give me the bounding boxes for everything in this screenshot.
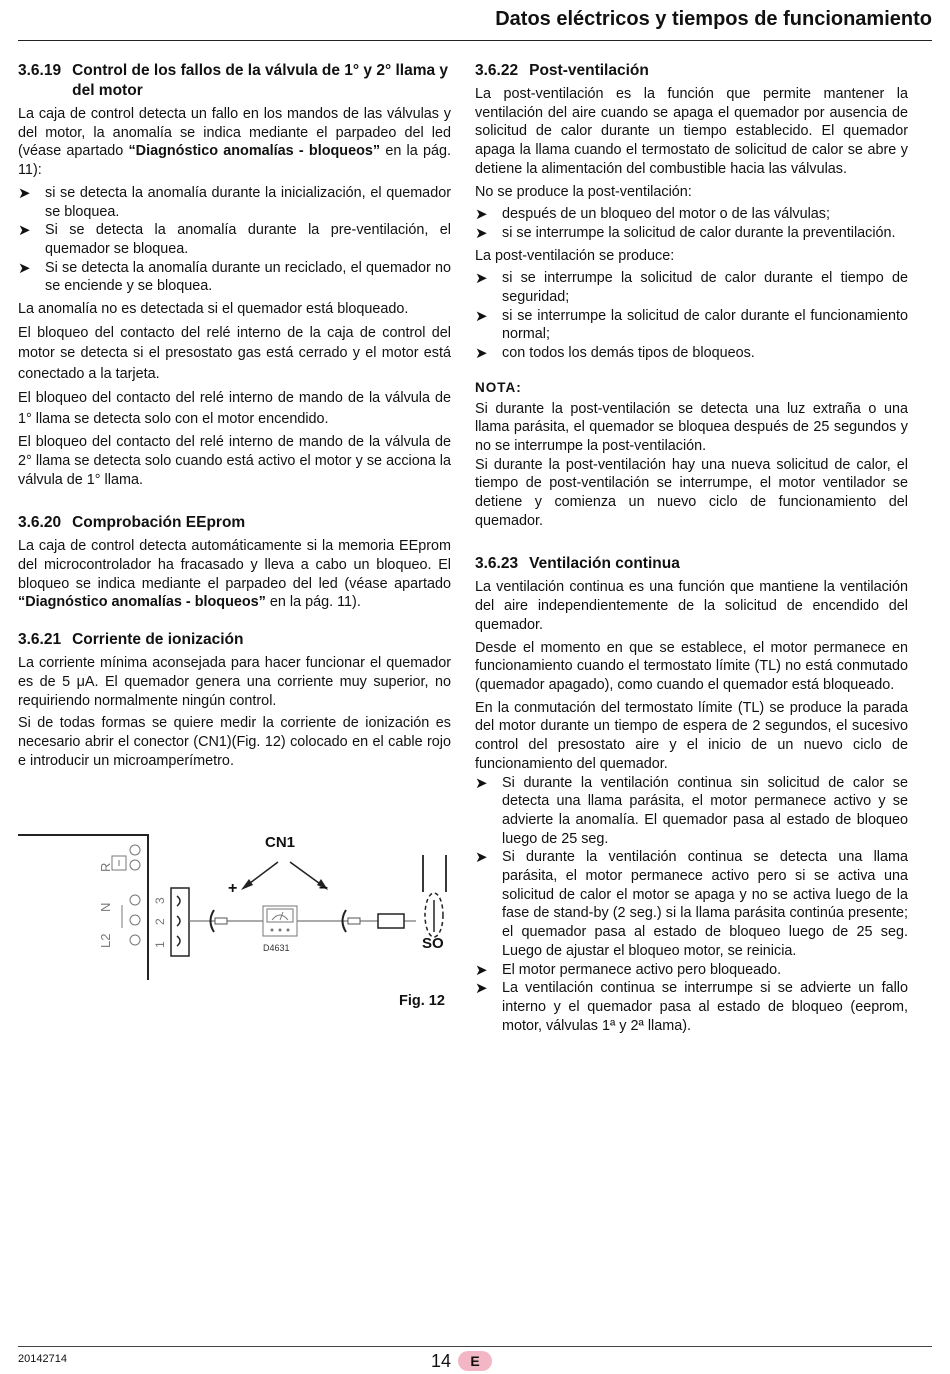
document-code: 20142714 (18, 1353, 67, 1365)
header-rule (18, 40, 932, 41)
list-item: ➤ Si durante la ventilación continua se detecta una llama parásita, el motor permanece activo pero si se activa una solicitud de calor el motor se apaga y no se activa luego de la fase de stand-by (2 seg.) si la llama parásita continúa presente; el quemador pasa al estado de bloqueo luego de 25 seg. Luego de ajustar el bloqueo motor, se reinicia. (475, 848, 908, 960)
plus-sign: + (228, 880, 238, 897)
terminal-label-1: 1 (153, 941, 167, 948)
terminal-circle (130, 895, 140, 905)
bullet-list (475, 205, 908, 242)
section-3-6-21-heading (18, 630, 451, 650)
terminal-label-2: 2 (153, 918, 167, 925)
control-box-outline (18, 835, 148, 980)
paragraph: La post-ventilación es la función que permite mantener la ventilación del aire cuando se apaga el quemador por ausencia de solicitud de calor durante un tiempo establecido. El quemador apaga la llama cuando el termostato de solicitud de calor se abre y detiene la alimentación del combustible hacia las válvulas. (475, 86, 908, 177)
section-number: 3.6.19 (18, 62, 62, 79)
section-3-6-23-heading (475, 554, 908, 574)
list-item: ➤ El motor permanece activo pero bloqueado. (475, 961, 908, 980)
list-item: ➤ Si se detecta la anomalía durante un reciclado, el quemador no se enciende y se bloquea. (18, 259, 451, 296)
diagram-svg (18, 820, 451, 1020)
bullet-list (475, 269, 908, 363)
terminal-label-3: 3 (153, 897, 167, 904)
note-label: NOTA: (475, 379, 522, 395)
footer-rule (18, 1346, 932, 1347)
terminal-circle (130, 935, 140, 945)
terminal-circle (130, 845, 140, 855)
paragraph: El bloqueo del contacto del relé interno de mando de la válvula de 2° llama se detecta solo cuando está activo el motor y se acciona la válvula de 1° llama. (18, 434, 451, 488)
side-label-l2: L2 (98, 933, 113, 948)
bullet-list (475, 774, 908, 1036)
terminal-circle (130, 860, 140, 870)
side-label-r: R (98, 862, 113, 872)
section-3-6-22-heading (475, 61, 908, 81)
cross-reference: “Diagnóstico anomalías - bloqueos” (128, 143, 381, 160)
section-number: 3.6.23 (475, 555, 519, 573)
terminal-circle (130, 915, 140, 925)
section-number: 3.6.21 (18, 631, 62, 649)
resistor (378, 914, 404, 928)
note-paragraph: Si durante la post-ventilación se detecta una luz extraña o una llama parásita, el quemador se bloquea después de 25 segundos y no se interrumpe la post-ventilación. (475, 400, 908, 454)
right-column (475, 61, 908, 1039)
language-badge: E (458, 1351, 492, 1371)
list-item: ➤ La ventilación continua se interrumpe si se advierte un fallo interno y el quemador pasa al estado de bloqueo (eeprom, motor, válvulas 1ª y 2ª llama). (475, 979, 908, 1035)
list-item: ➤ Si se detecta la anomalía durante la pre-ventilación, el quemador se bloquea. (18, 221, 451, 258)
paragraph: La ventilación continua es una función que mantiene la ventilación del aire independientemente de la solicitud de encendido del quemador. (475, 579, 908, 633)
section-title: Control de los fallos de la válvula de 1° y 2° llama y del motor (72, 62, 449, 99)
paragraph: Desde el momento en que se establece, el motor permanece en funcionamiento cuando el termostato límite (TL) no está conmutado (quemador apagado), como cuando el quemador está bloqueado. (475, 639, 908, 693)
list-item: ➤ si se interrumpe la solicitud de calor durante la preventilación. (475, 224, 908, 243)
paragraph: El bloqueo del contacto del relé interno de mando de la válvula de 1° llama se detecta solo con el motor encendido. (18, 390, 451, 427)
ionization-wiring-diagram (18, 820, 451, 1020)
list-item: ➤ después de un bloqueo del motor o de las válvulas; (475, 205, 908, 224)
figure-caption: Fig. 12 (399, 993, 445, 1009)
page-number: 14 (431, 1351, 452, 1371)
paragraph: En la conmutación del termostato límite (TL) se produce la parada del motor durante un tiempo de espera de 2 segundos, el sucesivo control del presostato aire y el inicio de un nuevo ciclo de funcionamiento del quemador. (475, 699, 908, 772)
list-item: ➤ Si durante la ventilación continua sin solicitud de calor se detecta una llama parásita, el motor permanece activo y se advierte la anomalía. El quemador pasa al estado de bloqueo luego de 25 seg. (475, 774, 908, 849)
section-number: 3.6.22 (475, 62, 519, 79)
paragraph: La post-ventilación se produce: (475, 247, 675, 264)
list-item: ➤ con todos los demás tipos de bloqueos. (475, 344, 908, 363)
paragraph: La corriente mínima aconsejada para hacer funcionar el quemador es de 5 μA. El quemador genera una corriente muy superior, no requiriendo normalmente ningún control. (18, 655, 451, 709)
paragraph: La caja de control detecta un fallo en los mandos de las válvulas y del motor, la anomalía se indica mediante el parpadeo del led (véase apartado “Diagnóstico anomalías - bloqueos” en la pág. 11): (18, 106, 451, 179)
cn1-label: CN1 (265, 834, 296, 851)
list-item: ➤ si se interrumpe la solicitud de calor durante el tiempo de seguridad; (475, 269, 908, 306)
section-title: Post-ventilación (529, 62, 649, 79)
section-3-6-20-heading (18, 513, 451, 533)
section-3-6-19-heading (18, 61, 451, 101)
paragraph: Si de todas formas se quiere medir la corriente de ionización es necesario abrir el conector (CN1)(Fig. 12) colocado en el cable rojo e introducir un microamperímetro. (18, 715, 451, 769)
paragraph: La caja de control detecta automáticamente si la memoria EEprom del microcontrolador ha fracasado y lleva a cabo un bloqueo. El bloqueo se indica mediante el parpadeo del led (véase apartado “Diagnóstico anomalías - bloqueos” en la pág. 11). (18, 538, 451, 611)
paragraph: No se produce la post-ventilación: (475, 183, 692, 200)
bullet-list (18, 184, 451, 296)
side-label-n: N (98, 902, 113, 912)
section-number: 3.6.20 (18, 514, 62, 532)
left-column (18, 61, 451, 774)
note-paragraph: Si durante la post-ventilación hay una nueva solicitud de calor, el tiempo de post-ventilación se interrumpe, el motor ventilador se detiene y comienza un nuevo ciclo de funcionamiento del quemador. (475, 456, 908, 529)
section-title: Ventilación continua (529, 555, 680, 573)
section-title: Corriente de ionización (72, 631, 244, 649)
meter-code: D4631 (263, 943, 290, 953)
paragraph: El bloqueo del contacto del relé interno de la caja de control del motor se detecta si el presostato gas está cerrado y el motor está conectado a la tarjeta. (18, 324, 451, 382)
section-title: Comprobación EEprom (72, 514, 246, 532)
paragraph: La anomalía no es detectada si el quemador está bloqueado. (18, 301, 409, 318)
cross-reference: “Diagnóstico anomalías - bloqueos” (18, 594, 266, 611)
page-header-title: Datos eléctricos y tiempos de funcionamiento (495, 8, 932, 30)
probe-label-so: SO (422, 935, 444, 952)
list-item: ➤ si se detecta la anomalía durante la inicialización, el quemador se bloquea. (18, 184, 451, 221)
list-item: ➤ si se interrumpe la solicitud de calor durante el funcionamiento normal; (475, 307, 908, 344)
minus-sign: – (319, 879, 328, 896)
